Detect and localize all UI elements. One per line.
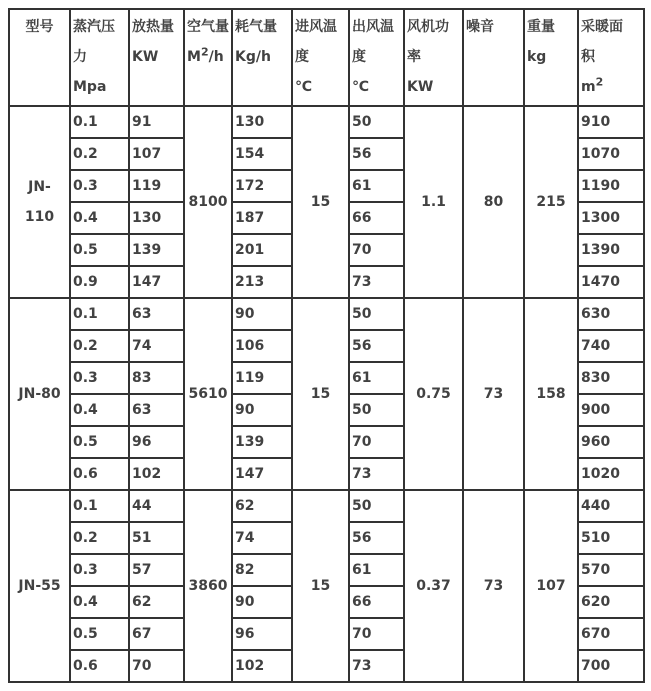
cell-fan-power: 1.1: [404, 106, 463, 298]
spec-table: [8, 8, 645, 683]
col-header-unit: KW: [407, 79, 434, 95]
col-header-label: 采暖面积: [581, 19, 623, 65]
cell-heating-area: 910: [578, 106, 644, 138]
cell-air-volume: 3860: [184, 490, 232, 682]
cell-outlet-temp: 70: [349, 234, 404, 266]
cell-heating-area: 1390: [578, 234, 644, 266]
col-header-unit: $M^2/h$: [187, 45, 224, 65]
cell-heat-output: 83: [129, 362, 184, 394]
col-header-label: 风机功率: [407, 19, 449, 65]
cell-heating-area: 1190: [578, 170, 644, 202]
spec-table-body: [9, 106, 644, 682]
col-header-inlet: [292, 9, 349, 106]
cell-heating-area: 960: [578, 426, 644, 458]
cell-heating-area: 570: [578, 554, 644, 586]
cell-gas-consumption: 62: [232, 490, 292, 522]
cell-heat-output: 74: [129, 330, 184, 362]
cell-pressure: 0.4: [70, 202, 129, 234]
cell-pressure: 0.4: [70, 586, 129, 618]
cell-heat-output: 51: [129, 522, 184, 554]
cell-heating-area: 1300: [578, 202, 644, 234]
col-header-label: 噪音: [466, 19, 494, 35]
cell-heating-area: 440: [578, 490, 644, 522]
cell-weight: 107: [524, 490, 578, 682]
col-header-label: 空气量: [187, 19, 229, 35]
cell-heat-output: 130: [129, 202, 184, 234]
cell-inlet-temp: 15: [292, 298, 349, 490]
cell-pressure: 0.2: [70, 330, 129, 362]
cell-noise: 73: [463, 490, 524, 682]
cell-noise: 80: [463, 106, 524, 298]
cell-outlet-temp: 61: [349, 170, 404, 202]
cell-heat-output: 119: [129, 170, 184, 202]
cell-gas-consumption: 82: [232, 554, 292, 586]
col-header-air: [184, 9, 232, 106]
cell-outlet-temp: 73: [349, 266, 404, 298]
cell-outlet-temp: 66: [349, 202, 404, 234]
cell-fan-power: 0.37: [404, 490, 463, 682]
cell-weight: 215: [524, 106, 578, 298]
cell-pressure: 0.5: [70, 618, 129, 650]
cell-pressure: 0.2: [70, 138, 129, 170]
col-header-unit: Mpa: [73, 79, 107, 95]
cell-heating-area: 630: [578, 298, 644, 330]
col-header-noise: [463, 9, 524, 106]
col-header-label: 出风温度: [352, 19, 394, 65]
col-header-unit: $m^2$: [581, 75, 604, 95]
cell-pressure: 0.3: [70, 362, 129, 394]
table-row: [9, 106, 644, 138]
cell-pressure: 0.6: [70, 650, 129, 682]
cell-gas-consumption: 139: [232, 426, 292, 458]
cell-outlet-temp: 61: [349, 362, 404, 394]
cell-heating-area: 830: [578, 362, 644, 394]
cell-noise: 73: [463, 298, 524, 490]
cell-heat-output: 67: [129, 618, 184, 650]
cell-gas-consumption: 154: [232, 138, 292, 170]
cell-gas-consumption: 130: [232, 106, 292, 138]
cell-heat-output: 57: [129, 554, 184, 586]
cell-heating-area: 510: [578, 522, 644, 554]
col-header-unit: ℃: [352, 79, 369, 95]
col-header-unit: ℃: [295, 79, 312, 95]
cell-inlet-temp: 15: [292, 106, 349, 298]
cell-model: JN-55: [9, 490, 70, 682]
col-header-label: 放热量: [132, 19, 174, 35]
cell-outlet-temp: 56: [349, 330, 404, 362]
cell-heat-output: 70: [129, 650, 184, 682]
cell-gas-consumption: 102: [232, 650, 292, 682]
cell-pressure: 0.1: [70, 106, 129, 138]
cell-heating-area: 1470: [578, 266, 644, 298]
col-header-label: 重量: [527, 19, 555, 35]
cell-weight: 158: [524, 298, 578, 490]
cell-pressure: 0.1: [70, 298, 129, 330]
cell-heat-output: 63: [129, 298, 184, 330]
col-header-label: 耗气量: [235, 19, 277, 35]
cell-heat-output: 44: [129, 490, 184, 522]
cell-outlet-temp: 50: [349, 394, 404, 426]
cell-gas-consumption: 106: [232, 330, 292, 362]
col-header-unit: Kg/h: [235, 49, 271, 65]
col-header-gas: [232, 9, 292, 106]
cell-pressure: 0.4: [70, 394, 129, 426]
cell-pressure: 0.9: [70, 266, 129, 298]
cell-heating-area: 1070: [578, 138, 644, 170]
cell-outlet-temp: 56: [349, 138, 404, 170]
col-header-outlet: [349, 9, 404, 106]
cell-air-volume: 8100: [184, 106, 232, 298]
cell-gas-consumption: 147: [232, 458, 292, 490]
col-header-unit: kg: [527, 49, 547, 65]
cell-air-volume: 5610: [184, 298, 232, 490]
cell-heating-area: 700: [578, 650, 644, 682]
cell-gas-consumption: 119: [232, 362, 292, 394]
cell-pressure: 0.3: [70, 170, 129, 202]
cell-heat-output: 139: [129, 234, 184, 266]
table-row: [9, 490, 644, 522]
col-header-unit: KW: [132, 49, 159, 65]
col-header-weight: [524, 9, 578, 106]
col-header-heat: [129, 9, 184, 106]
cell-model: JN-80: [9, 298, 70, 490]
cell-gas-consumption: 90: [232, 298, 292, 330]
cell-gas-consumption: 74: [232, 522, 292, 554]
cell-gas-consumption: 213: [232, 266, 292, 298]
cell-gas-consumption: 172: [232, 170, 292, 202]
col-header-area: [578, 9, 644, 106]
cell-gas-consumption: 90: [232, 586, 292, 618]
col-header-pressure: [70, 9, 129, 106]
cell-outlet-temp: 73: [349, 458, 404, 490]
cell-outlet-temp: 50: [349, 490, 404, 522]
cell-heating-area: 670: [578, 618, 644, 650]
col-header-fan: [404, 9, 463, 106]
cell-outlet-temp: 50: [349, 106, 404, 138]
cell-outlet-temp: 66: [349, 586, 404, 618]
cell-outlet-temp: 61: [349, 554, 404, 586]
header-row: [9, 9, 644, 106]
cell-outlet-temp: 70: [349, 426, 404, 458]
cell-outlet-temp: 73: [349, 650, 404, 682]
cell-heating-area: 740: [578, 330, 644, 362]
cell-gas-consumption: 96: [232, 618, 292, 650]
cell-heating-area: 900: [578, 394, 644, 426]
cell-pressure: 0.3: [70, 554, 129, 586]
cell-pressure: 0.5: [70, 234, 129, 266]
cell-heating-area: 1020: [578, 458, 644, 490]
cell-outlet-temp: 56: [349, 522, 404, 554]
cell-heating-area: 620: [578, 586, 644, 618]
cell-gas-consumption: 187: [232, 202, 292, 234]
cell-heat-output: 96: [129, 426, 184, 458]
cell-outlet-temp: 70: [349, 618, 404, 650]
col-header-label: 型号: [25, 19, 54, 35]
cell-gas-consumption: 90: [232, 394, 292, 426]
cell-pressure: 0.1: [70, 490, 129, 522]
table-row: [9, 298, 644, 330]
cell-heat-output: 62: [129, 586, 184, 618]
cell-pressure: 0.2: [70, 522, 129, 554]
cell-heat-output: 102: [129, 458, 184, 490]
cell-model: JN-110: [9, 106, 70, 298]
spec-table-head: [9, 9, 644, 106]
col-header-model: [9, 9, 70, 106]
cell-fan-power: 0.75: [404, 298, 463, 490]
cell-heat-output: 63: [129, 394, 184, 426]
cell-heat-output: 107: [129, 138, 184, 170]
cell-outlet-temp: 50: [349, 298, 404, 330]
cell-inlet-temp: 15: [292, 490, 349, 682]
cell-pressure: 0.5: [70, 426, 129, 458]
cell-pressure: 0.6: [70, 458, 129, 490]
col-header-label: 蒸汽压力: [73, 19, 115, 65]
cell-heat-output: 147: [129, 266, 184, 298]
cell-heat-output: 91: [129, 106, 184, 138]
cell-gas-consumption: 201: [232, 234, 292, 266]
col-header-label: 进风温度: [295, 19, 337, 65]
